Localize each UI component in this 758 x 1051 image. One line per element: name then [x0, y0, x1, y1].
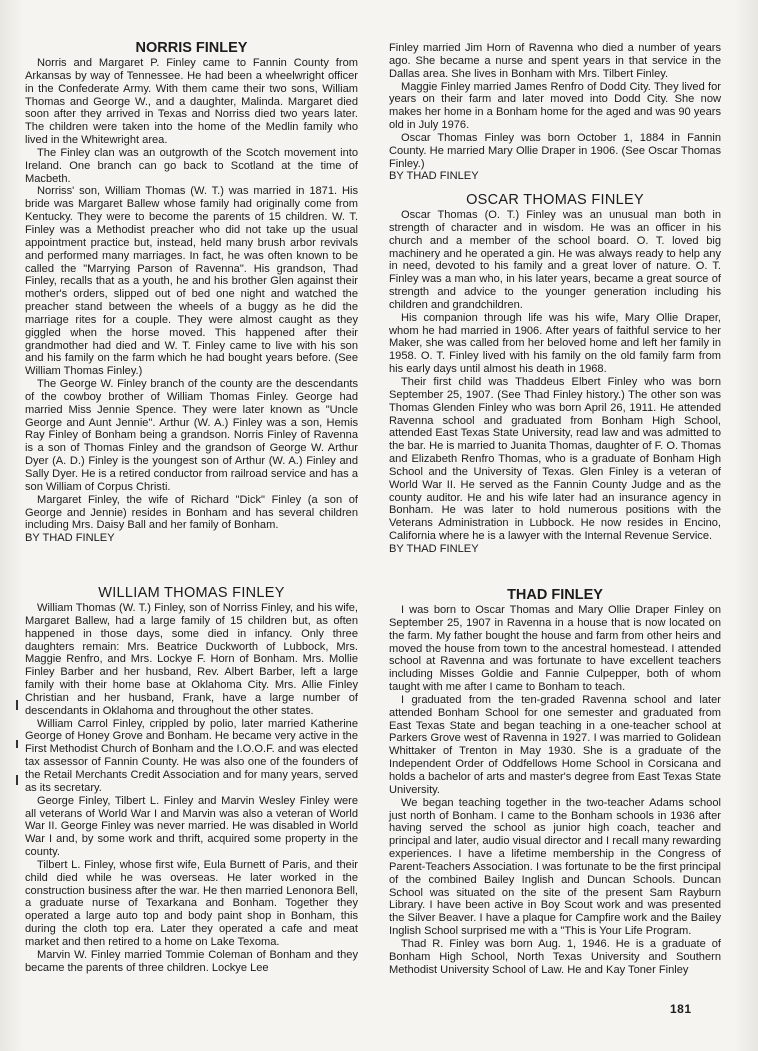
norris-finley-section — [25, 40, 358, 545]
section-title: THAD FINLEY — [507, 587, 603, 603]
paragraph: Their first child was Thaddeus Elbert Finley who was born September 25, 1907. (See Thad Finley history.) The other son was Thomas Glenden Finley who was born April 26, 1911. He attended Ravenna school and graduated from Bonham High School, attended East Texas State University, read law and was admitted to the bar. He is married to Juanita Thomas, daughter of F. O. Thomas and Elizabeth Renfro Thomas, who is a graduate of Bonham High School and the University of Texas. Glen Finley is a veteran of World War II. He served as the Fannin County Judge and as the county auditor. He and his wife later had an insurance agency in Bonham. He was later to hold numerous positions with the Veterans Administration in Lubbock. He now resides in Encino, California where he is a lawyer with the Internal Revenue Service. — [389, 375, 721, 543]
byline: BY THAD FINLEY — [389, 542, 479, 555]
paragraph: Norriss' son, William Thomas (W. T.) was married in 1871. His bride was Margaret Ballew whose family had originally come from Kentucky. They were to become the parents of 15 children. W. T. Finley was a Methodist preacher who did not take up the usual appointment practice but, instead, held many brush arbor revivals and performed many marriages. In fact, he was often known to be called the "Marrying Parson of Ravenna". His grandson, Thad Finley, recalls that as a youth, he and his brother Glen against their mother's orders, slipped out of bed one night and watched the preacher stand between the wheels of a buggy as he did the marriage rites for a couple. They were almost caught as they giggled when the horse moved. This happened after their grandmother had died and W. T. Finley came to live with his son and his family on the farm which he had bought years before. (See William Thomas Finley.) — [25, 185, 358, 378]
paragraph: George Finley, Tilbert L. Finley and Marvin Wesley Finley were all veterans of World War I and Marvin was also a veteran of World War II. George Finley was never married. He was disabled in World War I and, by some work and thrift, acquired some property in the county. — [25, 794, 358, 859]
paragraph: Oscar Thomas Finley was born October 1, 1884 in Fannin County. He married Mary Ollie Draper in 1906. (See Oscar Thomas Finley.) — [389, 131, 721, 170]
margin-mark — [16, 700, 18, 710]
oscar-thomas-finley-section — [389, 192, 721, 556]
paragraph: Tilbert L. Finley, whose first wife, Eula Burnett of Paris, and their child died while he was overseas. He later worked in the construction business after the war. He then married Lenonora Bell, a graduate nurse of Texarkana and Bonham. Together they operated a large auto top and body paint shop in Bonham, this during the cloth top era. Later they operated a cafe and meat market and then retired to a home on Lake Texoma. — [25, 858, 358, 948]
section-title: WILLIAM THOMAS FINLEY — [98, 585, 285, 601]
william-thomas-finley-section — [25, 585, 358, 974]
paragraph: Finley married Jim Horn of Ravenna who died a number of years ago. She became a nurse and spent years in that service in the Dallas area. She lives in Bonham with Mrs. Tilbert Finley. — [389, 42, 721, 80]
paragraph: Maggie Finley married James Renfro of Dodd City. They lived for years on their farm and later moved into Dodd City. She now makes her home in a Bonham home for the aged and was 90 years old in July 1976. — [389, 80, 721, 132]
continued-section — [389, 42, 721, 183]
paragraph: Norris and Margaret P. Finley came to Fannin County from Arkansas by way of Tennessee. He had been a wheelwright officer in the Confederate Army. With them came their two sons, William Thomas and George W., and a daughter, Malinda. Margaret died soon after they arrived in Texas and Norriss died two years later. The children were taken into the home of the Medlin family who lived in the Whitewright area. — [25, 57, 358, 147]
section-title: NORRIS FINLEY — [135, 40, 248, 56]
paragraph: Margaret Finley, the wife of Richard "Dick" Finley (a son of George and Jennie) resides in Bonham and has several children including Mrs. Daisy Ball and her family of Bonham. — [25, 493, 358, 532]
paragraph: His companion through life was his wife, Mary Ollie Draper, whom he had married in 1906. After years of faithful service to her Maker, she was called from her beloved home and left her family in 1958. O. T. Finley lived with his family on the old family farm from his early days until almost his death in 1968. — [389, 311, 721, 376]
byline: BY THAD FINLEY — [25, 532, 115, 545]
margin-mark — [16, 775, 18, 785]
margin-mark — [16, 740, 18, 748]
paragraph: I was born to Oscar Thomas and Mary Ollie Draper Finley on September 25, 1907 in Ravenna in a house that is now located on the farm. My father bought the house and farm from other heirs and moved the house from town to the ancestral homestead. I attended school at Ravenna and was fortunate to have excellent teachers including Misses Goldie and Fannie Culpepper, both of whom taught with me after I came to Bonham to teach. — [389, 604, 721, 694]
paragraph: I graduated from the ten-graded Ravenna school and later attended Bonham School for one semester and graduated from East Texas State and began teaching in a one-teacher school at Parkers Grove west of Ravenna in 1927. I was married to Golidean Whittaker of Trenton in May 1930. She is a graduate of the Independent Order of Oddfellows Home School in Corsicana and holds a bachelor of arts and master's degree from East Texas State University. — [389, 693, 721, 796]
page-number: 181 — [670, 1002, 692, 1016]
paragraph: The George W. Finley branch of the county are the descendants of the cowboy brother of William Thomas Finley. George had married Miss Jennie Spence. They were later known as "Uncle George and Aunt Jennie". Arthur (W. A.) Finley was a son, Hemis Ray Finley of Bonham being a grandson. Norris Finley of Ravenna is a son of Thomas Finley and the grandson of George W. Arthur Dyer (A. D.) Finley is the youngest son of Arthur (W. A.) Finley and Sally Dyer. He is a retired conductor from railroad service and has a son William of Corpus Christi. — [25, 378, 358, 493]
paragraph: The Finley clan was an outgrowth of the Scotch movement into Ireland. One branch can go back to Scotland at the time of Macbeth. — [25, 146, 358, 185]
byline: BY THAD FINLEY — [389, 170, 479, 183]
section-title: OSCAR THOMAS FINLEY — [466, 192, 644, 208]
paragraph: Oscar Thomas (O. T.) Finley was an unusual man both in strength of character and in wisdom. He was an officer in his church and a member of the school board. O. T. loved big machinery and he operated a gin. He was always ready to help any in need, devoted to his family and a great lover of nature. O. T. Finley was a man who, in his later years, became a great source of strength and advice to the younger generation including his children and grandchildren. — [389, 209, 721, 311]
paragraph: We began teaching together in the two-teacher Adams school just north of Bonham. I came to the Bonham schools in 1936 after having served the school as junior high coach, teacher and principal and later, audio visual director and I recall many rewarding experiences. I have a lifetime membership in the Congress of Parent-Teachers Association. I was fortunate to be the first principal of the combined Bailey Inglish and Duncan Schools. Duncan School was situated on the site of the present Sam Rayburn Library. I have been active in Boy Scout work and was presented the Silver Beaver. I have a plaque for Campfire work and the Bailey Inglish School surprised me with a "This is Your Life Program. — [389, 796, 721, 938]
paragraph: Thad R. Finley was born Aug. 1, 1946. He is a graduate of Bonham High School, North Texas University and Southern Methodist University School of Law. He and Kay Toner Finley — [389, 937, 721, 976]
paragraph: Marvin W. Finley married Tommie Coleman of Bonham and they became the parents of three children. Lockye Lee — [25, 948, 358, 974]
paragraph: William Thomas (W. T.) Finley, son of Norriss Finley, and his wife, Margaret Ballew, had a large family of 15 children but, as often happened in those days, some died in infancy. Only three daughters remain: Mrs. Beatrice Duckworth of Lubbock, Mrs. Maggie Renfro, and Mrs. Lockye F. Horn of Bonham. Mrs. Mollie Finley Barber and her husband, Rev. Albert Barber, left a large family with their home base at Oklahoma City. Mrs. Allie Finley Christian and her husband, Frank, have a large number of descendants in Oklahoma and throughout the other states. — [25, 602, 358, 717]
thad-finley-section — [389, 587, 721, 976]
paragraph: William Carrol Finley, crippled by polio, later married Katherine George of Honey Grove and Bonham. He became very active in the First Methodist Church of Bonham and the I.O.O.F. and was elected tax assessor of Fannin County. He was also one of the founders of the Retail Merchants Credit Association and for many years, served as its secretary. — [25, 717, 358, 794]
